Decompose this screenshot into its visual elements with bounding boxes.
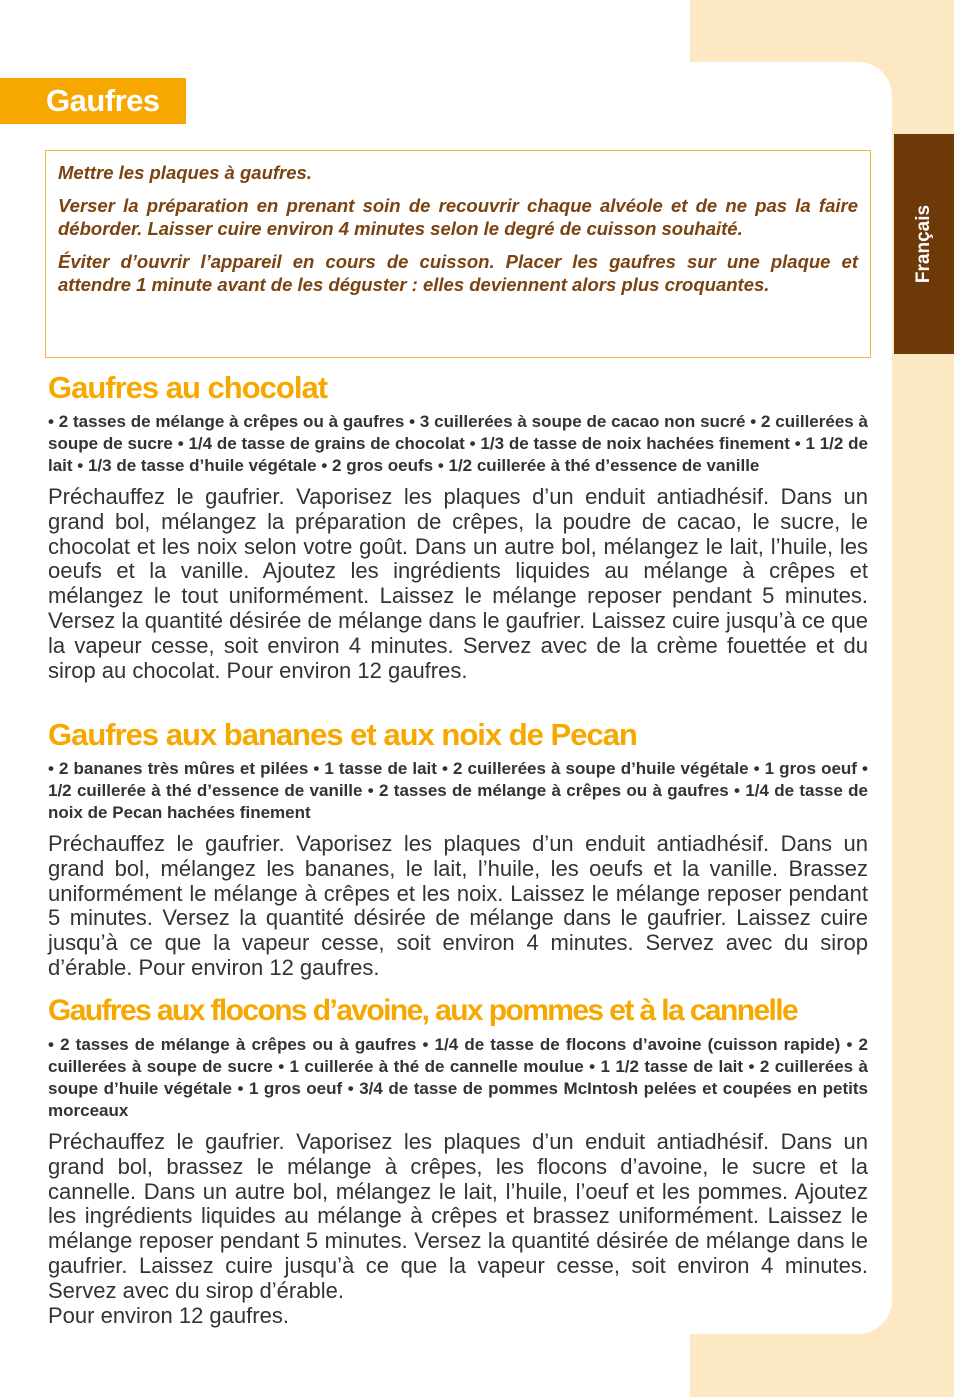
intro-paragraph: Verser la préparation en prenant soin de recouvrir chaque alvéole et de ne pas la faire déborder. Laisser cuire environ 4 minutes selon le degré de cuisson souhaité.: [58, 195, 858, 239]
recipe-instructions: Préchauffez le gaufrier. Vaporisez les plaques d’un enduit antiadhésif. Dans un grand bol, brassez le mélange à crêpes, les flocons d’avoine, le sucre et la cannelle. Dans un autre bol, mélangez le lait, l’huile, l’oeuf et les pommes. Ajoutez les ingrédients liquides au mélange à crêpes et brassez uniformément. Laissez le mélange reposer pendant 5 minutes. Versez la quantité désirée de mélange dans le gaufrier. Laissez cuire jusqu’à ce que la vapeur cesse, soit environ 4 minutes. Servez avec du sirop d’érable.: [48, 1129, 868, 1303]
recipe-instructions: Préchauffez le gaufrier. Vaporisez les plaques d’un enduit antiadhésif. Dans un grand bol, mélangez les bananes, le lait, l’huile, les oeufs et la vanille. Brassez uniformément le mélange à crêpes et les noix. Laissez le mélange reposer pendant 5 minutes. Versez la quantité désirée de mélange dans le gaufrier. Laissez cuire jusqu’à ce que la vapeur cesse, soit environ 4 minutes. Servez avec du sirop d’érable. Pour environ 12 gaufres.: [48, 831, 868, 980]
recipe-title: Gaufres aux bananes et aux noix de Pecan: [48, 717, 637, 752]
intro-paragraph: Mettre les plaques à gaufres.: [58, 162, 312, 183]
recipe-yield: Pour environ 12 gaufres.: [48, 1302, 289, 1328]
recipe-title: Gaufres aux flocons d’avoine, aux pommes et à la cannelle: [48, 994, 798, 1027]
page-bottom-margin: [0, 1334, 690, 1397]
page-title: Gaufres: [0, 78, 186, 124]
recipe-instructions: Préchauffez le gaufrier. Vaporisez les plaques d’un enduit antiadhésif. Dans un grand bol, mélangez la préparation de crêpes, la poudre de cacao, le sucre, le chocolat et les noix selon votre goût. Dans un autre bol, mélangez le lait, l’huile, les oeufs et la vanille. Ajoutez les ingrédients liquides au mélange à crêpes et mélangez le tout uniformément. Laissez le mélange reposer pendant 5 minutes. Versez la quantité désirée de mélange dans le gaufrier. Laissez cuire jusqu’à ce que la vapeur cesse, soit environ 4 minutes. Servez avec de la crème fouettée et du sirop au chocolat. Pour environ 12 gaufres.: [48, 484, 868, 683]
recipe-chocolate: [48, 369, 868, 683]
page-top-margin: [0, 0, 690, 62]
recipe-ingredients: • 2 tasses de mélange à crêpes ou à gaufres • 1/4 de tasse de flocons d’avoine (cuisson rapide) • 2 cuillerées à soupe de sucre • 1 cuillerée à thé de cannelle moulue • 1 1/2 tasse de lait • 2 cuillerées à soupe d’huile végétale • 1 gros oeuf • 3/4 de tasse de pommes McIntosh pelées et coupées en petits morceaux: [48, 1035, 868, 1120]
recipe-title: Gaufres au chocolat: [48, 370, 328, 405]
language-tab: [894, 134, 954, 354]
intro-instructions-box: [45, 150, 871, 358]
intro-paragraph: Éviter d’ouvrir l’appareil en cours de cuisson. Placer les gaufres sur une plaque et attendre 1 minute avant de les déguster : elles deviennent alors plus croquantes.: [58, 251, 858, 295]
recipe-oat-apple-cinnamon: [48, 992, 868, 1328]
recipe-banana-pecan: [48, 716, 868, 981]
recipe-ingredients: • 2 bananes très mûres et pilées • 1 tasse de lait • 2 cuillerées à soupe d’huile végétale • 1 gros oeuf • 1/2 cuillerée à thé d’essence de vanille • 2 tasses de mélange à crêpes ou à gaufres • 1/4 de tasse de noix de Pecan hachées finement: [48, 759, 868, 822]
language-label: Français: [913, 204, 934, 284]
recipe-ingredients: • 2 tasses de mélange à crêpes ou à gaufres • 3 cuillerées à soupe de cacao non sucré • 2 cuillerées à soupe de sucre • 1/4 de tasse de grains de chocolat • 1/3 de tasse de noix hachées finement • 1 1/2 de lait • 1/3 de tasse d’huile végétale • 2 gros oeufs • 1/2 cuillerée à thé d’essence de vanille: [48, 412, 868, 475]
